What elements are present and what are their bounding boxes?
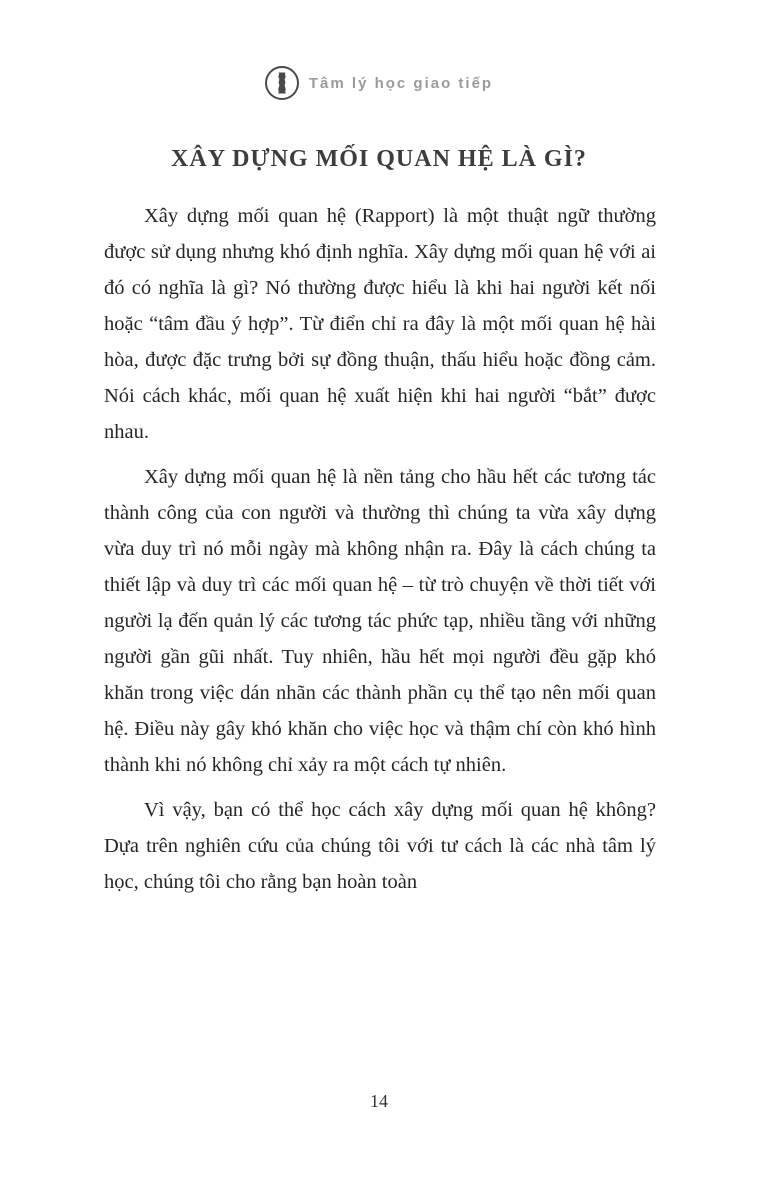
running-head-title: Tâm lý học giao tiếp bbox=[308, 74, 494, 92]
paragraph-2: Xây dựng mối quan hệ là nền tảng cho hầu hết các tương tác thành công của con người và thường thì chúng ta vừa xây dựng vừa duy trì nó mỗi ngày mà không nhận ra. Đây là cách chúng ta thiết lập và duy trì các mối quan hệ – từ trò chuyện về thời tiết với người lạ đến quản lý các tương tác phức tạp, nhiều tầng với những người gần gũi nhất. Tuy nhiên, hầu hết mọi người đều gặp khó khăn trong việc dán nhãn các thành phần cụ thể tạo nên mối quan hệ. Điều này gây khó khăn cho việc học và thậm chí còn khó hình thành khi nó không chỉ xảy ra một cách tự nhiên. bbox=[104, 466, 656, 776]
page-number: 14 bbox=[370, 1091, 388, 1111]
running-head bbox=[0, 66, 758, 100]
chapter-title: XÂY DỰNG MỐI QUAN HỆ LÀ GÌ? bbox=[171, 146, 587, 172]
paragraph-1: Xây dựng mối quan hệ (Rapport) là một thuật ngữ thường được sử dụng nhưng khó định nghĩa. Xây dựng mối quan hệ với ai đó có nghĩa là gì? Nó thường được hiểu là khi hai người kết nối hoặc “tâm đầu ý hợp”. Từ điển chỉ ra đây là một mối quan hệ hài hòa, được đặc trưng bởi sự đồng thuận, thấu hiểu hoặc đồng cảm. Nói cách khác, mối quan hệ xuất hiện khi hai người “bắt” được nhau. bbox=[104, 205, 656, 443]
publisher-logo-icon bbox=[265, 66, 299, 100]
body-text bbox=[104, 198, 656, 909]
paragraph-3: Vì vậy, bạn có thể học cách xây dựng mối quan hệ không? Dựa trên nghiên cứu của chúng tôi với tư cách là các nhà tâm lý học, chúng tôi cho rằng bạn hoàn toàn bbox=[104, 799, 656, 893]
